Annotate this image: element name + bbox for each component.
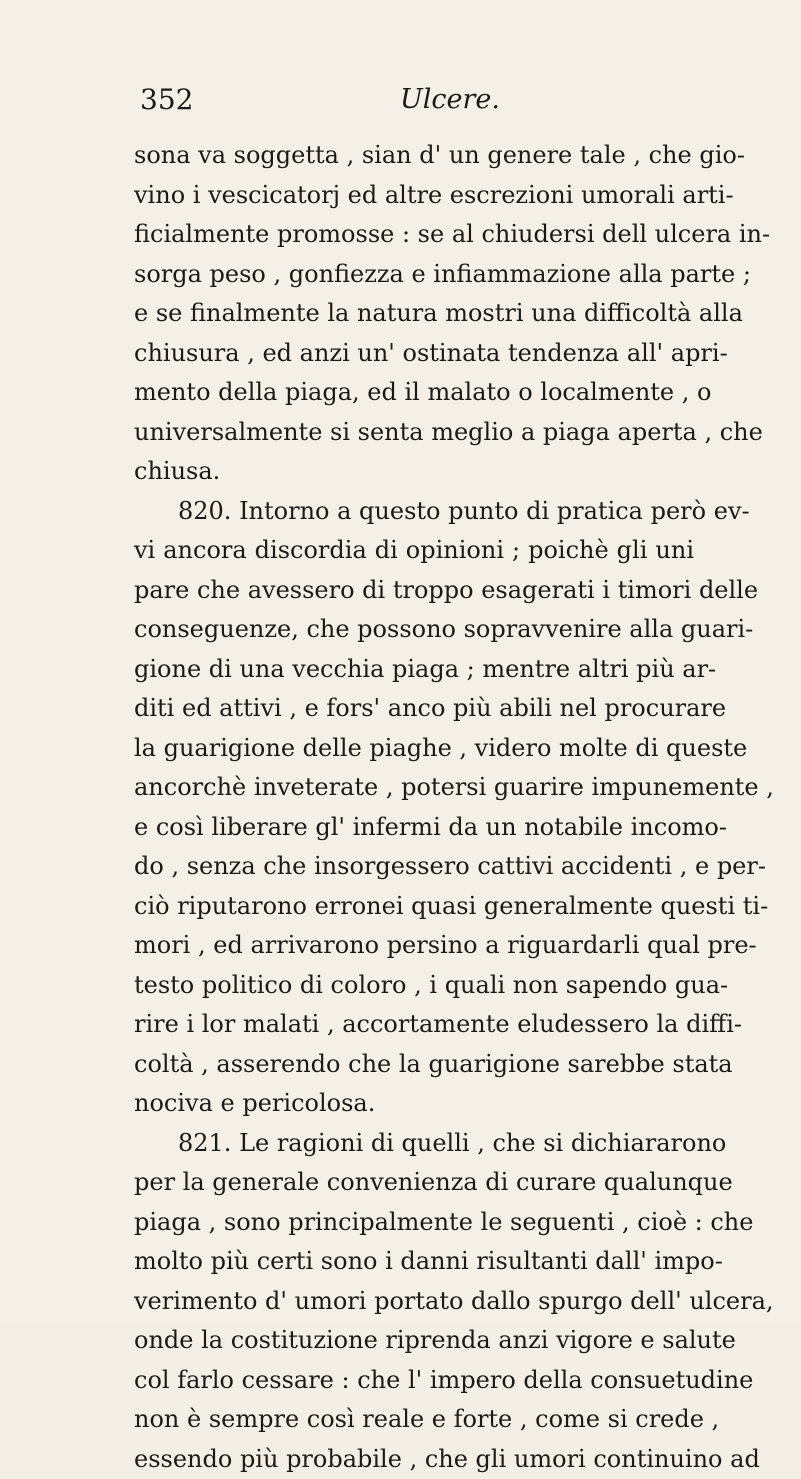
text-line: ancorchè inveterate , potersi guarire impunemente , (134, 768, 694, 808)
text-line: testo politico di coloro , i quali non sapendo gua- (134, 966, 694, 1006)
text-line: conseguenze, che possono sopravvenire alla guari- (134, 610, 694, 650)
text-line: mori , ed arrivarono persino a riguardarli qual pre- (134, 926, 694, 966)
text-line: e così liberare gl' infermi da un notabile incomo- (134, 808, 694, 848)
text-line: pare che avessero di troppo esagerati i timori delle (134, 571, 694, 611)
text-line: essendo più probabile , che gli umori continuino ad (134, 1440, 694, 1479)
paragraph-start-820: 820. Intorno a questo punto di pratica però ev- (134, 492, 694, 532)
text-line: molto più certi sono i danni risultanti dall' impo- (134, 1242, 694, 1282)
text-line: gione di una vecchia piaga ; mentre altri più ar- (134, 650, 694, 690)
body-text (134, 136, 694, 1479)
text-line: col farlo cessare : che l' impero della consuetudine (134, 1361, 694, 1401)
running-title: Ulcere. (400, 80, 500, 120)
text-line: ciò riputarono erronei quasi generalmente questi ti- (134, 887, 694, 927)
text-line: ficialmente promosse : se al chiudersi dell ulcera in- (134, 215, 694, 255)
text-line: per la generale convenienza di curare qualunque (134, 1163, 694, 1203)
text-line: coltà , asserendo che la guarigione sarebbe stata (134, 1045, 694, 1085)
text-line: verimento d' umori portato dallo spurgo dell' ulcera, (134, 1282, 694, 1322)
text-line: do , senza che insorgessero cattivi accidenti , e per- (134, 847, 694, 887)
text-line: vi ancora discordia di opinioni ; poichè gli uni (134, 531, 694, 571)
text-line: e se finalmente la natura mostri una difficoltà alla (134, 294, 694, 334)
text-line: universalmente si senta meglio a piaga aperta , che (134, 413, 694, 453)
text-line: sorga peso , gonfiezza e infiammazione alla parte ; (134, 255, 694, 295)
text-line: non è sempre così reale e forte , come si crede , (134, 1400, 694, 1440)
paragraph-start-821: 821. Le ragioni di quelli , che si dichiararono (134, 1124, 694, 1164)
text-line: mento della piaga, ed il malato o localmente , o (134, 373, 694, 413)
text-line: la guarigione delle piaghe , videro molte di queste (134, 729, 694, 769)
text-line: vino i vescicatorj ed altre escrezioni umorali arti- (134, 176, 694, 216)
text-line: rire i lor malati , accortamente eludessero la diffi- (134, 1005, 694, 1045)
text-line: piaga , sono principalmente le seguenti , cioè : che (134, 1203, 694, 1243)
page-header (140, 80, 680, 120)
text-line: onde la costituzione riprenda anzi vigore e salute (134, 1321, 694, 1361)
text-line: chiusa. (134, 452, 694, 492)
text-line: nociva e pericolosa. (134, 1084, 694, 1124)
text-line: chiusura , ed anzi un' ostinata tendenza all' apri- (134, 334, 694, 374)
page-number: 352 (140, 80, 193, 120)
text-line: sona va soggetta , sian d' un genere tale , che gio- (134, 136, 694, 176)
text-line: diti ed attivi , e fors' anco più abili nel procurare (134, 689, 694, 729)
